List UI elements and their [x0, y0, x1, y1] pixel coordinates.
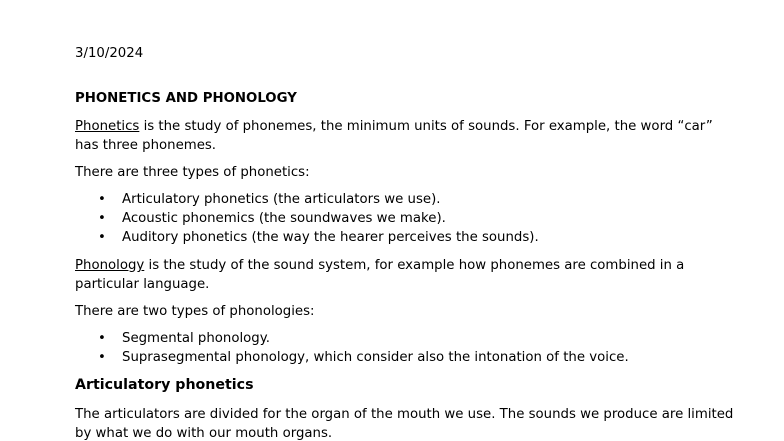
list-item	[75, 209, 735, 228]
list-item-text: Suprasegmental phonology, which consider also the intonation of the voice.	[122, 350, 629, 365]
document-date: 3/10/2024	[75, 46, 144, 61]
bullet-icon: •	[98, 211, 106, 226]
list-item-text: Segmental phonology.	[122, 331, 270, 346]
phonology-term: Phonology	[75, 258, 145, 273]
phonetics-types-list	[75, 190, 735, 247]
phonetics-types-intro: There are three types of phonetics:	[75, 165, 310, 180]
list-item-text: Auditory phonetics (the way the hearer perceives the sounds).	[122, 230, 539, 245]
phonetics-definition-text: is the study of phonemes, the minimum units of sounds. For example, the word “car” has three phonemes.	[75, 119, 713, 153]
phonetics-definition-paragraph	[75, 117, 735, 155]
section-heading: Articulatory phonetics	[75, 377, 254, 393]
phonology-definition-paragraph	[75, 256, 735, 294]
phonetics-term: Phonetics	[75, 119, 140, 134]
section-paragraph: The articulators are divided for the organ of the mouth we use. The sounds we produce are limited by what we do with our mouth organs.	[75, 407, 734, 441]
list-item	[75, 228, 735, 247]
bullet-icon: •	[98, 192, 106, 207]
phonology-types-intro: There are two types of phonologies:	[75, 304, 315, 319]
bullet-icon: •	[98, 230, 106, 245]
document-title: PHONETICS AND PHONOLOGY	[75, 91, 297, 106]
list-item	[75, 348, 735, 367]
list-item	[75, 190, 735, 209]
phonology-types-list	[75, 329, 735, 367]
document-body	[75, 44, 735, 441]
bullet-icon: •	[98, 350, 106, 365]
list-item-text: Acoustic phonemics (the soundwaves we make).	[122, 211, 446, 226]
phonology-definition-text: is the study of the sound system, for example how phonemes are combined in a particular language.	[75, 258, 685, 292]
bullet-icon: •	[98, 331, 106, 346]
list-item-text: Articulatory phonetics (the articulators we use).	[122, 192, 441, 207]
list-item	[75, 329, 735, 348]
